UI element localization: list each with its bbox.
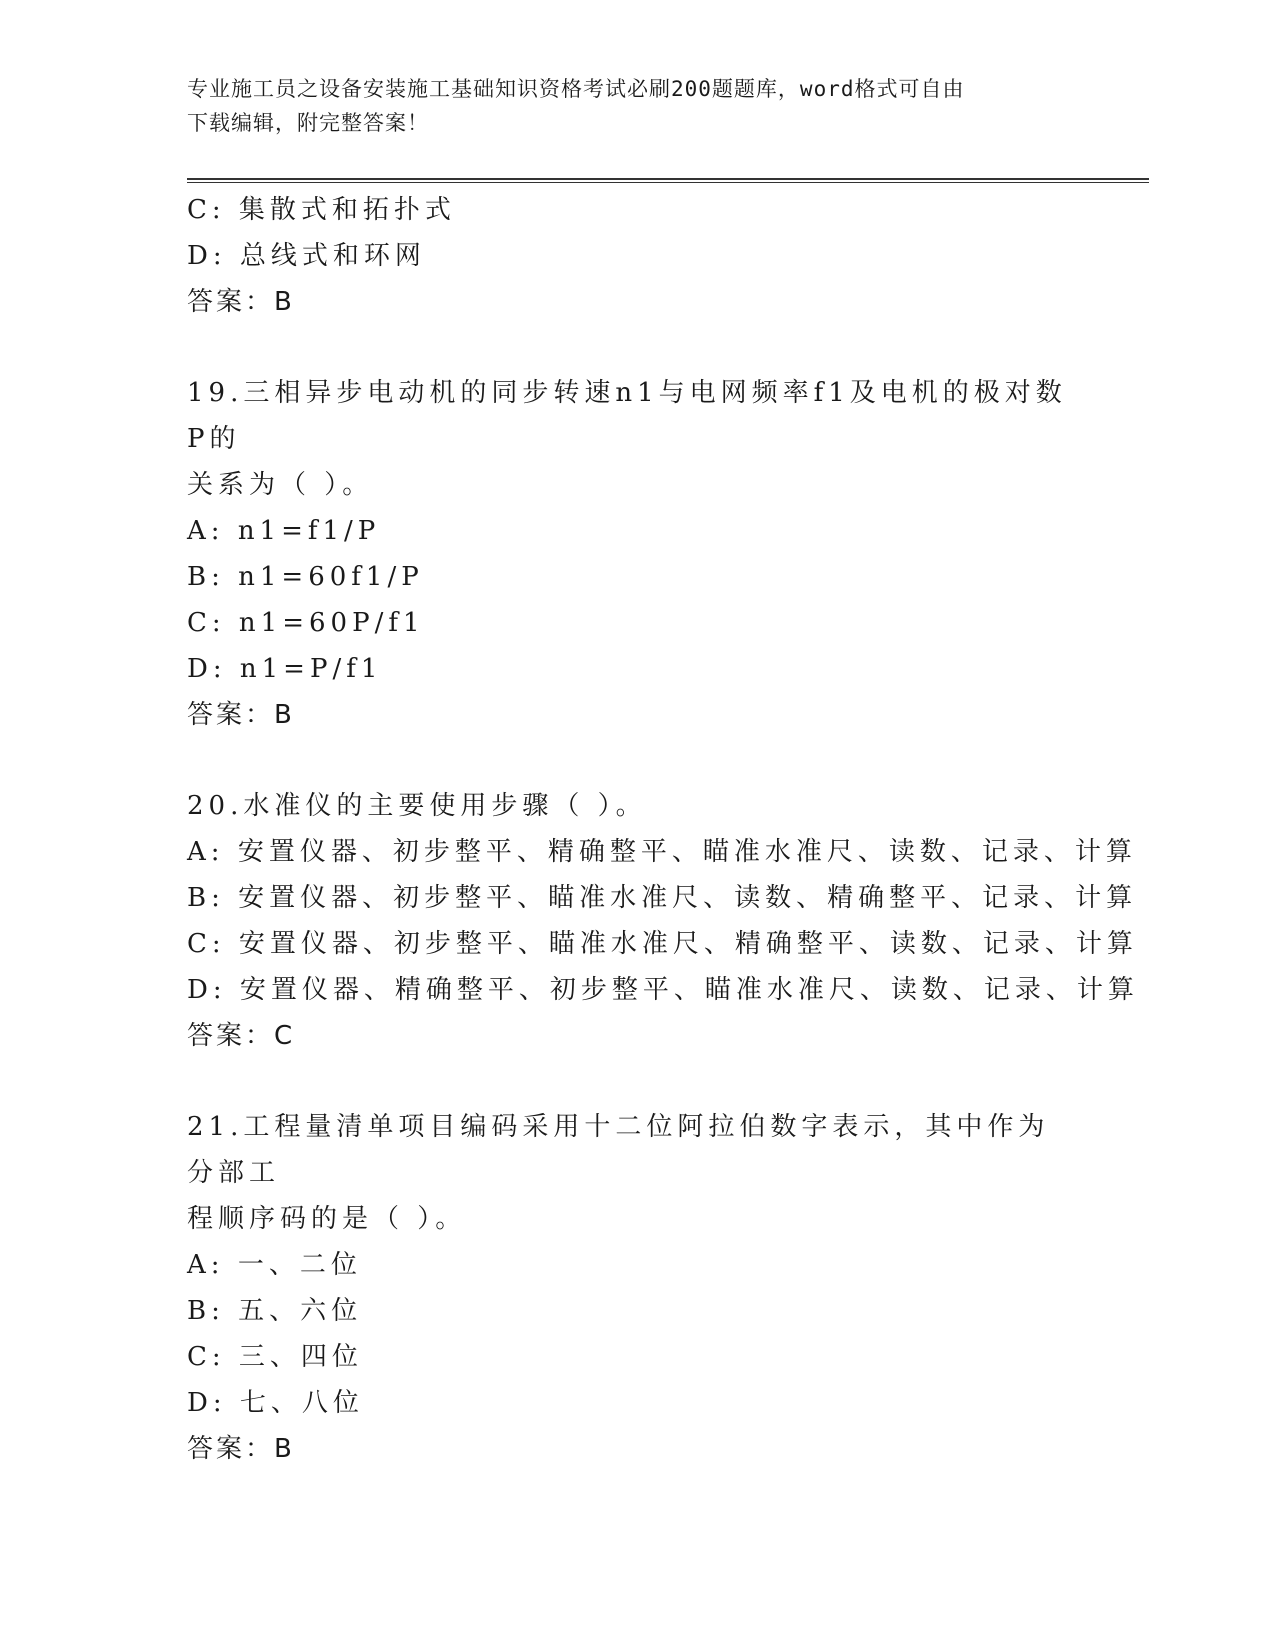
- header-divider-thin: [187, 182, 1149, 183]
- question-title: 20.水准仪的主要使用步骤（ ）。: [187, 791, 647, 821]
- question-block-21: [187, 1104, 1087, 1472]
- option-b: B: 安置仪器、初步整平、瞄准水准尺、读数、精确整平、记录、计算: [187, 883, 1138, 913]
- option-d: D: n1=P/f1: [187, 654, 383, 684]
- question-block-20: [187, 783, 1139, 1059]
- option-d: D: 七、八位: [187, 1388, 364, 1418]
- option-a: A: 安置仪器、初步整平、精确整平、瞄准水准尺、读数、记录、计算: [187, 837, 1137, 867]
- option-c: C: 安置仪器、初步整平、瞄准水准尺、精确整平、读数、记录、计算: [187, 929, 1138, 959]
- header-divider-thick: [187, 178, 1149, 180]
- question-content: [187, 187, 1139, 1472]
- answer-line: 答案：B: [187, 1434, 295, 1464]
- option-b: B: 五、六位: [187, 1296, 363, 1326]
- header-line-1: 专业施工员之设备安装施工基础知识资格考试必刷200题题库，word格式可自由: [187, 77, 965, 101]
- option-c: C: 集散式和拓扑式: [187, 195, 456, 225]
- option-c: C: n1=60P/f1: [187, 608, 425, 638]
- option-d: D: 安置仪器、精确整平、初步整平、瞄准水准尺、读数、记录、计算: [187, 975, 1139, 1005]
- document-header: [187, 72, 1087, 140]
- option-a: A: n1=f1/P: [187, 516, 381, 546]
- answer-line: 答案：C: [187, 1021, 296, 1051]
- prev-question-block: [187, 187, 1087, 325]
- question-title: 21.工程量清单项目编码采用十二位阿拉伯数字表示，其中作为分部工 程顺序码的是（ ）。: [187, 1112, 1050, 1234]
- option-c: C: 三、四位: [187, 1342, 363, 1372]
- question-title: 19.三相异步电动机的同步转速n1与电网频率f1及电机的极对数P的 关系为（ ）。: [187, 378, 1067, 500]
- option-a: A: 一、二位: [187, 1250, 362, 1280]
- answer-line: 答案：B: [187, 287, 295, 317]
- answer-line: 答案：B: [187, 700, 295, 730]
- header-line-2: 下载编辑，附完整答案！: [187, 111, 429, 135]
- option-d: D: 总线式和环网: [187, 241, 426, 271]
- option-b: B: n1=60f1/P: [187, 562, 424, 592]
- question-block-19: [187, 370, 1087, 738]
